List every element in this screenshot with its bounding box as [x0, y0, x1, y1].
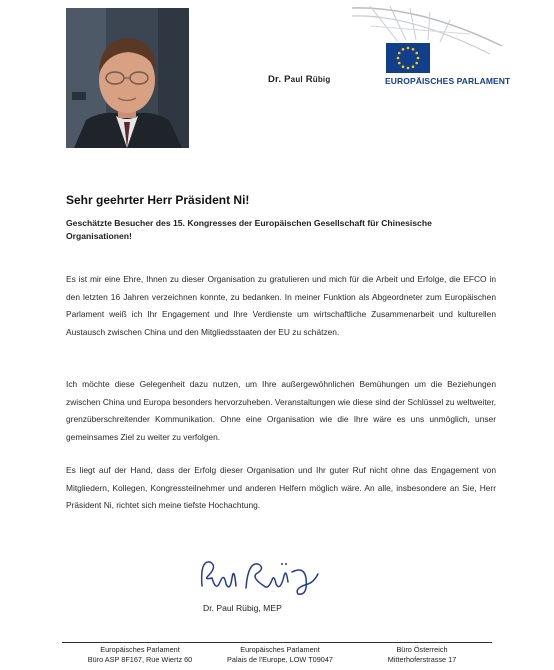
european-parliament-logo [350, 6, 510, 88]
author-heading: Dr. Paul Rübig [268, 74, 331, 85]
footer-address-austria: Büro Österreich Mitterhoferstrasse 17 [387, 645, 457, 664]
eu-flag-icon [386, 43, 430, 73]
institution-name: EUROPÄISCHES PARLAMENT [385, 76, 511, 86]
author-portrait [66, 8, 189, 148]
paragraph-2: Ich möchte diese Gelegenheit dazu nutzen, um Ihre außergewöhnlichen Bemühungen um die Beziehungen zwischen China und Europa besonders hervorzuheben. Veranstaltungen wie diese sind der Schlüssel zu weltweiter, grenzüberschreitender Kommunikation. Ohne eine Organisation wie die Ihre wäre es uns unmöglich, unser gemeinsames Ziel zu weiter zu verfolgen. [66, 379, 496, 442]
salutation: Sehr geehrter Herr Präsident Ni! [66, 193, 250, 207]
handwritten-signature [196, 552, 326, 598]
footer-address-brussels: Europäisches Parlament Büro ASP 8F167, Rue Wiertz 60 [87, 645, 193, 664]
footer-address-strasbourg: Europäisches Parlament Palais de l'Europe, LOW T09047 [227, 645, 333, 664]
paragraph-3: Es liegt auf der Hand, dass der Erfolg dieser Organisation und Ihr guter Ruf nicht ohne das Engagement von Mitgliedern, Kollegen, Kongressteilnehmer und anderen Helfern möglich wäre. An alle, insbesondere an Sie, Herr Präsident Ni, richtet sich meine tiefste Hochachtung. [66, 465, 496, 511]
signer-name: Dr. Paul Rübig, MEP [203, 603, 282, 613]
paragraph-1: Es ist mir eine Ehre, Ihnen zu dieser Organisation zu gratulieren und mich für die Arbeit und Erfolge, die EFCO in den letzten 16 Jahren verzeichnen konnte, zu bedanken. In meiner Funktion als Abgeordneter zum Europäischen Parlament weiß ich Ihr Engagement und Ihre Verdienste um wirtschaftliche Zusammenarbeit und kulturellen Austausch zwischen China und den Mitgliedsstaaten der EU zu schätzen. [66, 274, 496, 337]
subheading: Geschätzte Besucher des 15. Kongresses der Europäischen Gesellschaft für Chinesische Organisationen! [66, 218, 432, 241]
footer-divider [62, 642, 492, 643]
